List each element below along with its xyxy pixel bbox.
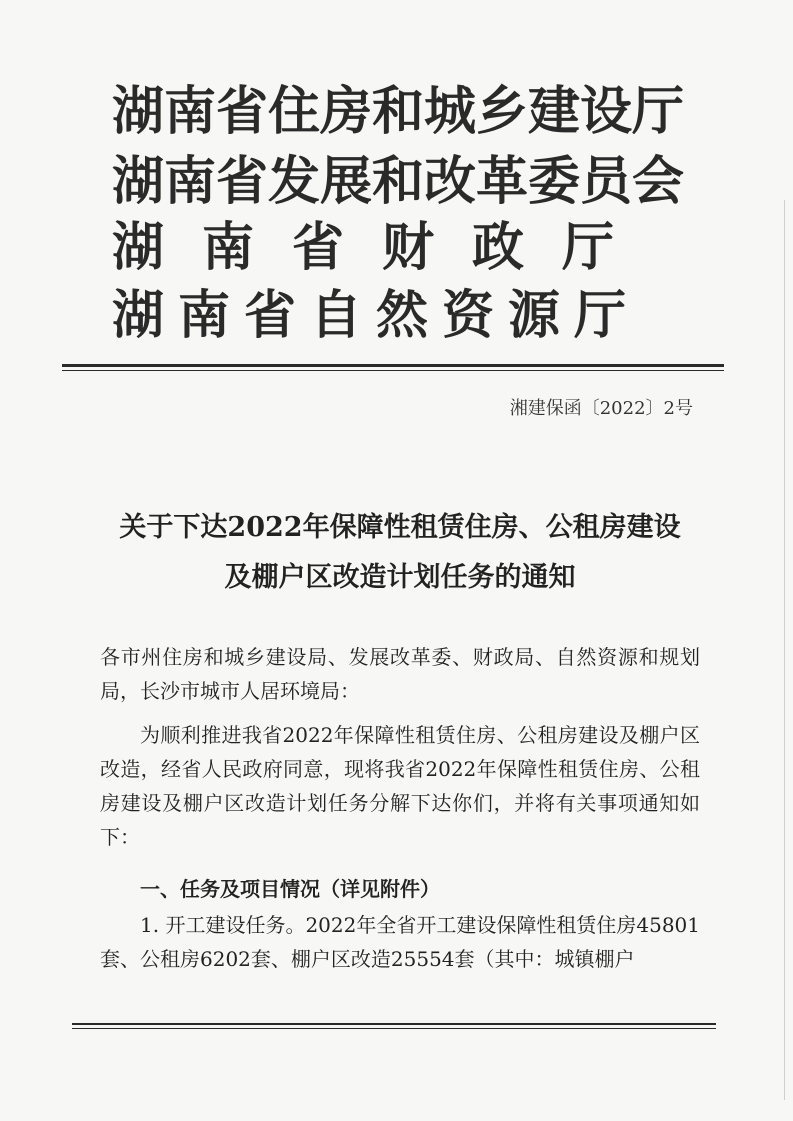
document-number: 湘建保函〔2022〕2号 [509, 398, 693, 419]
footer-divider-thick [72, 1023, 716, 1025]
addressee-text: 各市州住房和城乡建设局、发展改革委、财政局、自然资源和规划局，长沙市城市人居环境局： [100, 645, 700, 703]
agency-name-3: 湖南省财政厅 [112, 218, 653, 278]
footer-divider-thin [72, 1028, 716, 1029]
header-divider-thin [62, 370, 724, 371]
agency-name-2: 湖南省发展和改革委员会 [112, 152, 685, 212]
item-paragraph [100, 908, 700, 976]
intro-text: 为顺利推进我省2022年保障性租赁住房、公租房建设及棚户区改造，经省人民政府同意，现将我省2022年保障性租赁住房、公租房建设及棚户区改造计划任务分解下达你们，并将有关事项通知如下： [100, 723, 700, 849]
intro-paragraph [100, 718, 700, 854]
scan-edge-line [784, 200, 785, 1100]
item-text: 1. 开工建设任务。2022年全省开工建设保障性租赁住房45801套、公租房6202套、棚户区改造25554套（其中：城镇棚户 [100, 913, 700, 971]
section-heading [100, 872, 700, 906]
header-divider-thick [62, 364, 724, 367]
section-heading-text: 一、任务及项目情况（详见附件） [140, 877, 440, 901]
agency-name-1: 湖南省住房和城乡建设厅 [112, 82, 685, 142]
document-title-line-2: 及棚户区改造计划任务的通知 [224, 562, 576, 593]
document-title-line-1: 关于下达2022年保障性租赁住房、公租房建设 [119, 512, 681, 543]
addressee-paragraph [100, 640, 700, 708]
agency-name-4: 湖南省自然资源厅 [112, 286, 641, 346]
